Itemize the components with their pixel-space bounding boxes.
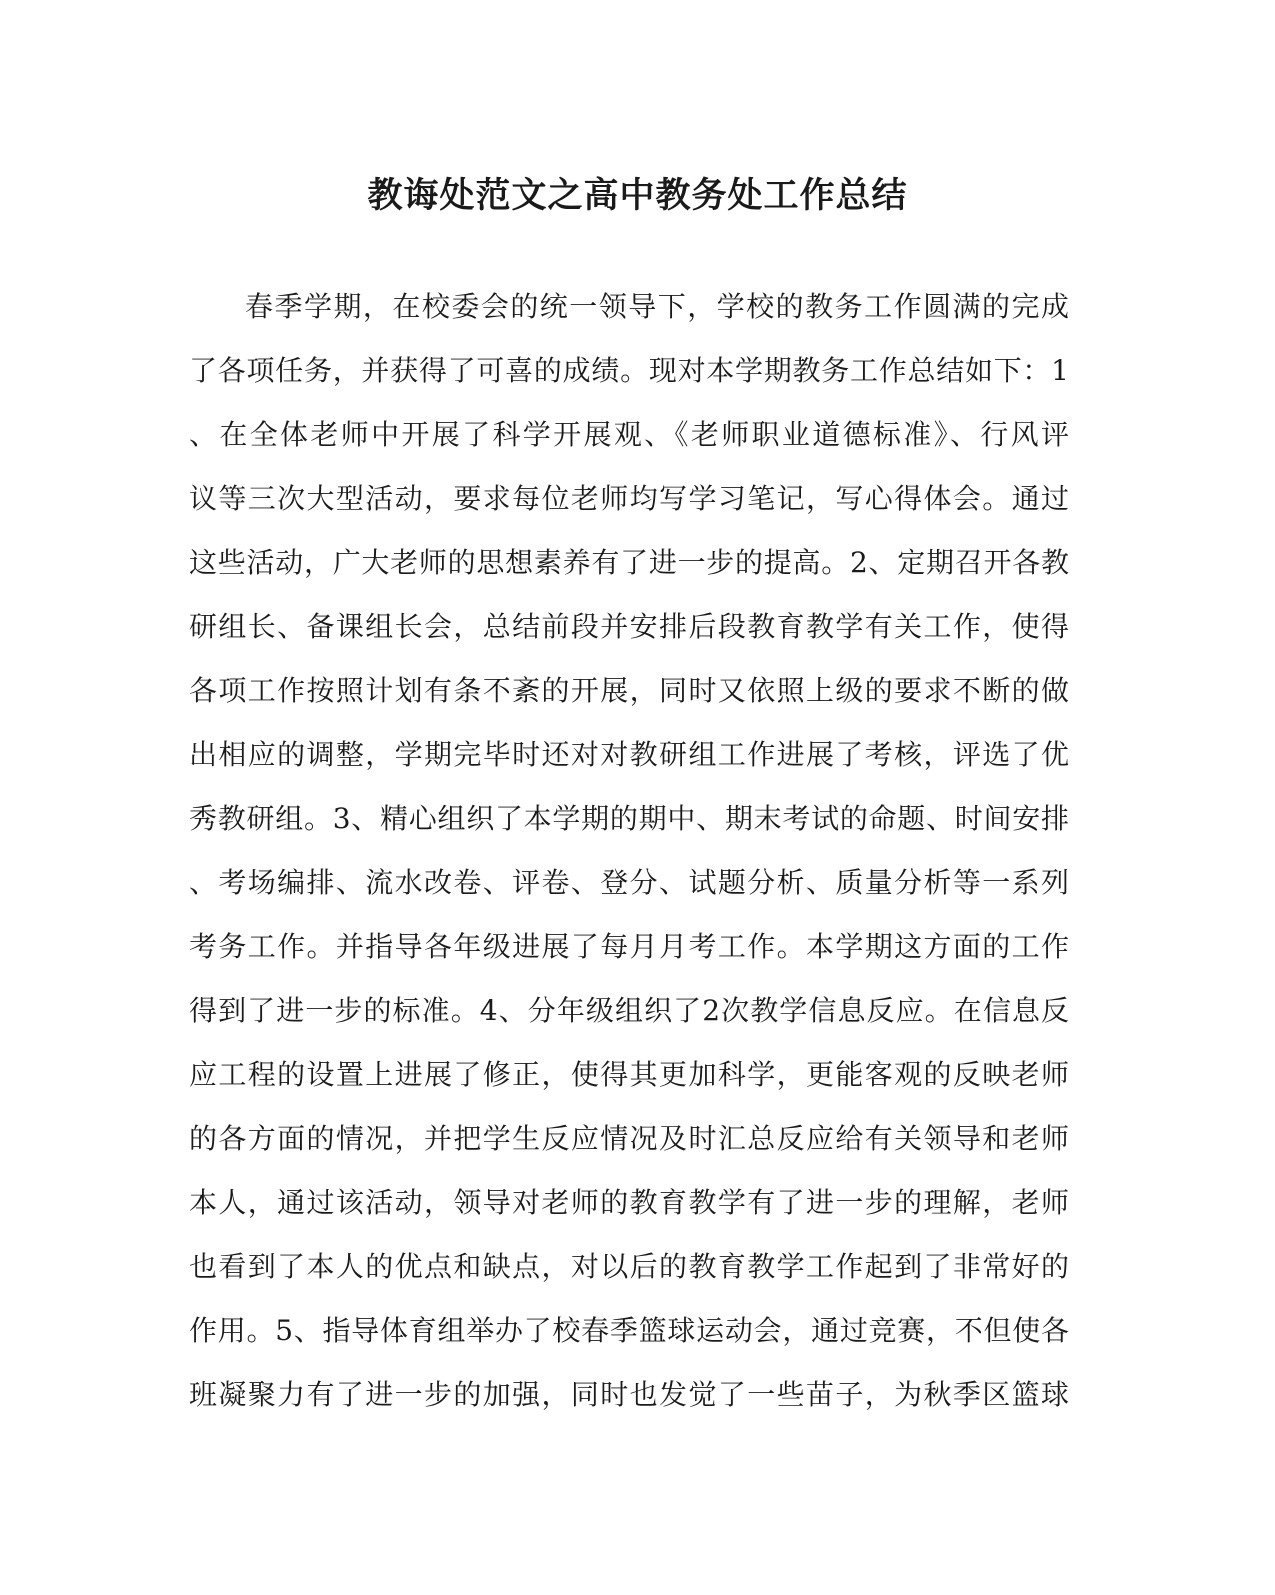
body-line: 班凝聚力有了进一步的加强，同时也发觉了一些苗子，为秋季区篮球 [189,1378,1069,1411]
body-line: 应工程的设置上进展了修正，使得其更加科学，更能客观的反映老师 [189,1058,1069,1091]
body-line: 作用。5、指导体育组举办了校春季篮球运动会，通过竞赛，不但使各 [189,1314,1069,1347]
body-line: 出相应的调整，学期完毕时还对对教研组工作进展了考核，评选了优 [189,738,1069,771]
body-line: 、考场编排、流水改卷、评卷、登分、试题分析、质量分析等一系列 [189,866,1069,899]
body-line: 这些活动，广大老师的思想素养有了进一步的提高。2、定期召开各教 [189,546,1069,579]
body-line: 各项工作按照计划有条不紊的开展，同时又依照上级的要求不断的做 [189,674,1069,707]
body-line: 研组长、备课组长会，总结前段并安排后段教育教学有关工作，使得 [189,610,1069,643]
body-line: 秀教研组。3、精心组织了本学期的期中、期末考试的命题、时间安排 [189,802,1069,835]
body-line: 春季学期，在校委会的统一领导下，学校的教务工作圆满的完成 [245,290,1069,323]
document-body [189,283,1069,1435]
body-line: 考务工作。并指导各年级进展了每月月考工作。本学期这方面的工作 [189,930,1069,963]
body-line: 也看到了本人的优点和缺点，对以后的教育教学工作起到了非常好的 [189,1250,1069,1283]
body-line: 议等三次大型活动，要求每位老师均写学习笔记，写心得体会。通过 [189,482,1069,515]
body-line: 了各项任务，并获得了可喜的成绩。现对本学期教务工作总结如下：1 [189,354,1069,387]
body-line: 的各方面的情况，并把学生反应情况及时汇总反应给有关领导和老师 [189,1122,1069,1155]
document-title: 教诲处范文之高中教务处工作总结 [367,175,908,216]
body-line: 、在全体老师中开展了科学开展观、《老师职业道德标准》、行风评 [189,418,1069,451]
body-line: 得到了进一步的标准。4、分年级组织了2次教学信息反应。在信息反 [189,994,1069,1027]
body-line: 本人，通过该活动，领导对老师的教育教学有了进一步的理解，老师 [189,1186,1069,1219]
